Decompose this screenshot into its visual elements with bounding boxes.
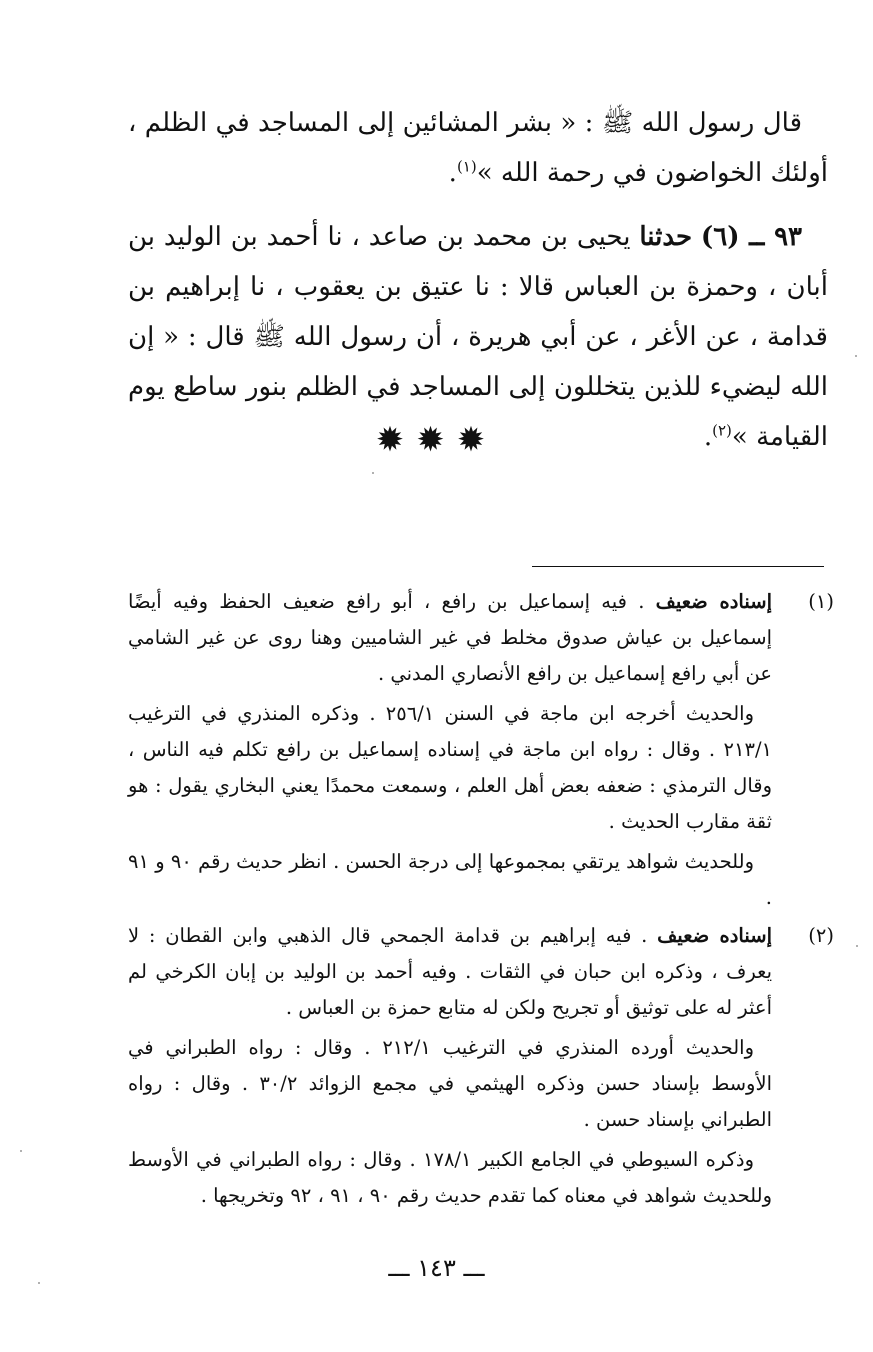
- haddathana-label: حدثنا: [639, 222, 693, 252]
- footnote-2-paragraph-3: وذكره السيوطي في الجامع الكبير ١٧٨/١ . وقال : رواه الطبراني في الأوسط وللحديث شواهد في معناه كما تقدم حديث رقم ٩٠ ، ٩١ ، ٩٢ وتخريجها .: [128, 1148, 772, 1207]
- scan-speck: [856, 945, 858, 947]
- footnote-1-text: . فيه إسماعيل بن رافع ، أبو رافع ضعيف الحفظ وفيه أيضًا إسماعيل بن عياش صدوق مخلط في غير الشاميين وهنا روى عن غير الشامي عن أبي رافع إسماعيل بن رافع الأنصاري المدني .: [128, 590, 772, 685]
- hadith-number: ٩٣ ــ (٦): [700, 222, 802, 252]
- scan-speck: [38, 1282, 40, 1284]
- footnote-1-paragraph-2: والحديث أخرجه ابن ماجة في السنن ٢٥٦/١ . وذكره المنذري في الترغيب ٢١٣/١ . وقال : رواه ابن ماجة في إسناده إسماعيل بن رافع تكلم فيه الناس ، وقال الترمذي : ضعفه بعض أهل العلم ، وسمعت محمدًا يعني البخاري يقول : هو ثقة مقارب الحديث .: [128, 702, 772, 833]
- footnote-1-lead: إسناده ضعيف: [655, 590, 773, 613]
- footnote-ref-2[interactable]: (٢): [712, 421, 732, 440]
- paragraph-1: [128, 98, 828, 198]
- paragraph-1-text: قال رسول الله ﷺ : « بشر المشائين إلى المساجد في الظلم ، أولئك الخواضون في رحمة الله »: [128, 108, 828, 188]
- footnote-1-first-paragraph: [128, 584, 772, 692]
- footnote-2: [128, 918, 834, 1214]
- footnote-ref-1[interactable]: (١): [456, 157, 477, 176]
- paragraph-1-end: .: [448, 158, 457, 188]
- footnote-1: [128, 584, 834, 916]
- footnotes: [128, 584, 834, 1214]
- footnote-divider: [532, 566, 824, 567]
- paragraph-2-end: .: [703, 422, 713, 452]
- paragraph-2-text: يحيى بن محمد بن صاعد ، نا أحمد بن الوليد بن أبان ، وحمزة بن العباس قالا : نا عتيق بن يعقوب ، نا إبراهيم بن قدامة ، عن الأغر ، عن أبي هريرة ، أن رسول الله ﷺ قال : « إن الله ليضيء للذين يتخللون إلى المساجد في الظلم بنور ساطع يوم القيامة »: [128, 222, 828, 452]
- footnote-2-first-paragraph: [128, 918, 772, 1026]
- scan-speck: [20, 1150, 22, 1152]
- footnote-2-number: (٢): [808, 924, 834, 947]
- footnote-1-paragraph-3: وللحديث شواهد يرتقي بمجموعها إلى درجة الحسن . انظر حديث رقم ٩٠ و ٩١ .: [128, 850, 772, 909]
- footnote-2-lead: إسناده ضعيف: [657, 924, 772, 947]
- main-text: [128, 98, 828, 462]
- footnote-2-text: . فيه إبراهيم بن قدامة الجمحي قال الذهبي وابن القطان : لا يعرف ، وذكره ابن حبان في الثقات . وفيه أحمد بن الوليد بن إبان الكرخي لم أعثر له على توثيق أو تجريح ولكن له متابع حمزة بن العباس .: [128, 924, 772, 1019]
- section-separator-stars: ✹✹✹: [375, 420, 498, 460]
- page-number: ـــ ١٤٣ ـــ: [388, 1254, 485, 1282]
- scan-speck: [855, 355, 857, 357]
- scan-speck: [372, 472, 374, 474]
- footnote-2-paragraph-2: والحديث أورده المنذري في الترغيب ٢١٢/١ . وقال : رواه الطبراني في الأوسط بإسناد حسن وذكره الهيثمي في مجمع الزوائد ٣٠/٢ . وقال : رواه الطبراني بإسناد حسن .: [128, 1036, 772, 1131]
- footnote-1-number: (١): [808, 590, 834, 613]
